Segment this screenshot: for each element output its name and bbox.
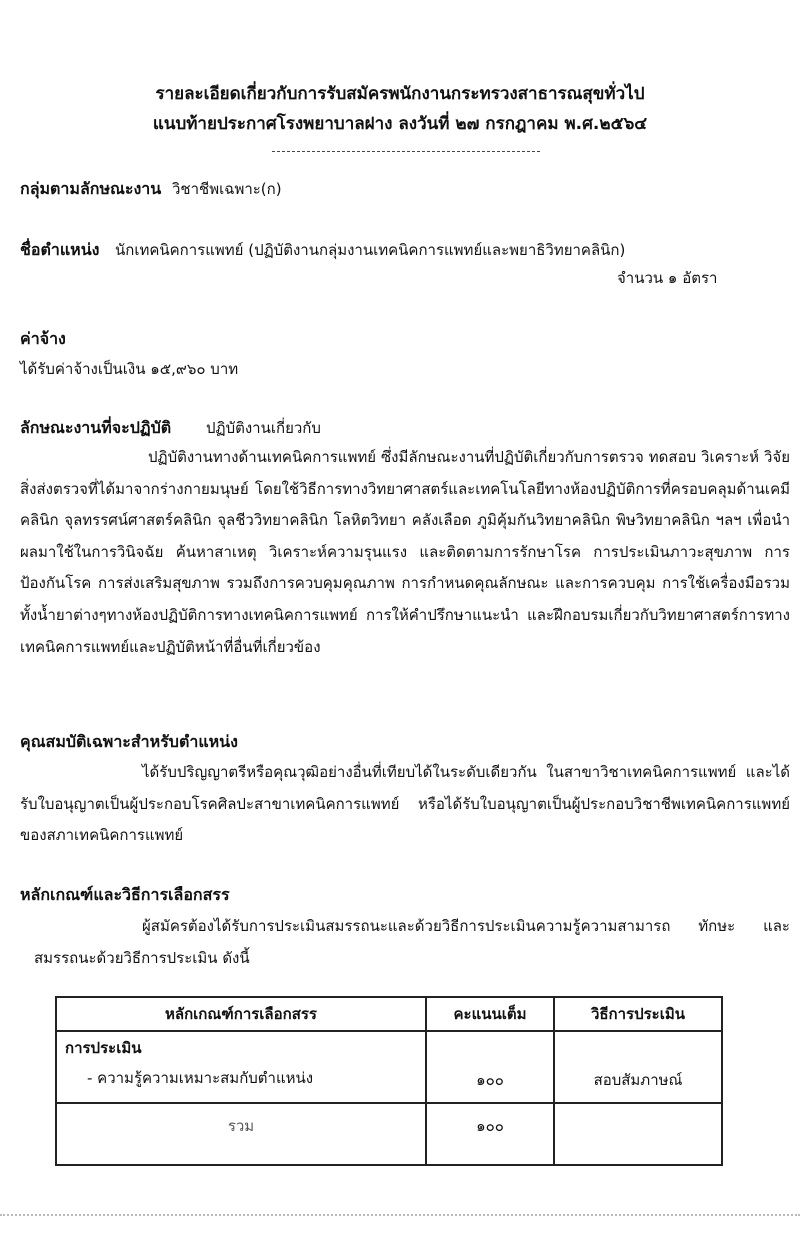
title-divider bbox=[272, 151, 540, 152]
job-group-value: วิชาชีพเฉพาะ(ก) bbox=[172, 180, 282, 198]
total-score-cell: ๑๐๐ bbox=[426, 1103, 554, 1165]
selection-heading: หลักเกณฑ์และวิธีการเลือกสรร bbox=[20, 885, 230, 904]
duties-paragraph: ปฏิบัติงานทางด้านเทคนิคการแพทย์ ซึ่งมีลักษณะงานที่ปฏิบัติเกี่ยวกับการตรวจ ทดสอบ วิเคราะห์ วิจัยสิ่งส่งตรวจที่ได้มาจากร่างกายมนุษย์ โดยใช้วิธีการทางวิทยาศาสตร์และเทคโนโลยีทางห้องปฏิบัติการที่ครอบคลุมด้านเคมีคลินิก จุลทรรศน์ศาสตร์คลินิก จุลชีววิทยาคลินิก โลหิตวิทยา คลังเลือด ภูมิคุ้มกันวิทยาคลินิก พิษวิทยาคลินิก ฯลฯ เพื่อนำผลมาใช้ในการวินิจฉัย ค้นหาสาเหตุ วิเคราะห์ความรุนแรง และติดตามการรักษาโรค การประเมินภาวะสุขภาพ การป้องกันโรค การส่งเสริมสุขภาพ รวมถึงการควบคุมคุณภาพ การกำหนดคุณลักษณะ และการควบคุม การใช้เครื่องมือรวมทั้งน้ำยาต่างๆทางห้องปฏิบัติการทางเทคนิคการแพทย์ การให้คำปรึกษาแนะนำ และฝึกอบรมเกี่ยวกับวิทยาศาสตร์การทางเทคนิคการแพทย์และปฏิบัติหน้าที่อื่นที่เกี่ยวข้อง bbox=[20, 448, 790, 656]
scan-edge-dots bbox=[0, 1214, 800, 1216]
document-subtitle: แนบท้ายประกาศโรงพยาบาลฝาง ลงวันที่ ๒๗ กรกฎาคม พ.ศ.๒๕๖๔ bbox=[152, 114, 648, 134]
duties-intro: ปฏิบัติงานเกี่ยวกับ bbox=[206, 419, 321, 437]
total-method-cell bbox=[554, 1103, 722, 1165]
selection-criteria-table bbox=[55, 996, 723, 1166]
wage-heading: ค่าจ้าง bbox=[20, 329, 66, 348]
method-cell: สอบสัมภาษณ์ bbox=[554, 1031, 722, 1103]
full-score-cell: ๑๐๐ bbox=[426, 1031, 554, 1103]
document-title: รายละเอียดเกี่ยวกับการรับสมัครพนักงานกระทรวงสาธารณสุขทั่วไป bbox=[155, 84, 645, 104]
job-group-label: กลุ่มตามลักษณะงาน bbox=[20, 179, 162, 198]
column-header-full-score: คะแนนเต็ม bbox=[426, 997, 554, 1031]
table-cell bbox=[56, 1031, 426, 1103]
position-label: ชื่อตำแหน่ง bbox=[20, 240, 100, 259]
assessment-item: - ความรู้ความเหมาะสมกับตำแหน่ง bbox=[87, 1069, 314, 1087]
position-count: จำนวน ๑ อัตรา bbox=[617, 269, 718, 287]
column-header-method: วิธีการประเมิน bbox=[554, 997, 722, 1031]
table-header-row bbox=[56, 997, 722, 1031]
duties-heading: ลักษณะงานที่จะปฏิบัติ bbox=[20, 418, 172, 437]
selection-paragraph: ผู้สมัครต้องได้รับการประเมินสมรรถนะและด้วยวิธีการประเมินความรู้ความสามารถ ทักษะ และสมรรถนะด้วยวิธีการประเมิน ดังนี้ bbox=[34, 917, 790, 967]
qualifications-paragraph: ได้รับปริญญาตรีหรือคุณวุฒิอย่างอื่นที่เทียบได้ในระดับเดียวกัน ในสาขาวิชาเทคนิคการแพทย์ และได้รับใบอนุญาตเป็นผู้ประกอบโรคศิลปะสาขาเทคนิคการแพทย์ หรือได้รับใบอนุญาตเป็นผู้ประกอบวิชาชีพเทคนิคการแพทย์ของสภาเทคนิคการแพทย์ bbox=[20, 763, 790, 845]
wage-text: ได้รับค่าจ้างเป็นเงิน ๑๕,๙๖๐ บาท bbox=[20, 360, 239, 378]
table-row bbox=[56, 1031, 722, 1103]
column-header-criteria: หลักเกณฑ์การเลือกสรร bbox=[56, 997, 426, 1031]
position-value: นักเทคนิคการแพทย์ (ปฏิบัติงานกลุ่มงานเทคนิคการแพทย์และพยาธิวิทยาคลินิก) bbox=[115, 241, 626, 259]
qualifications-heading: คุณสมบัติเฉพาะสำหรับตำแหน่ง bbox=[20, 732, 238, 751]
table-row bbox=[56, 1103, 722, 1165]
total-label-cell: รวม bbox=[56, 1103, 426, 1165]
assessment-group-label: การประเมิน bbox=[65, 1039, 142, 1057]
